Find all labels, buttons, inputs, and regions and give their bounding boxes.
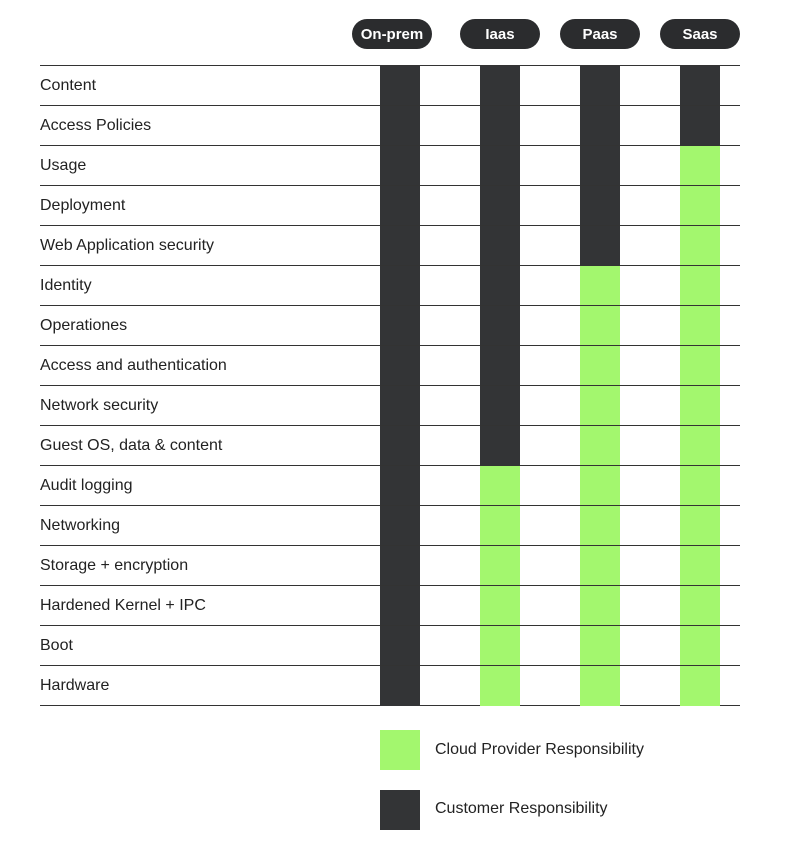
- cell-iaas-provider: [480, 626, 520, 666]
- cell-saas-customer: [680, 106, 720, 146]
- cell-on-prem-customer: [380, 66, 420, 106]
- cell-on-prem-customer: [380, 546, 420, 586]
- cell-iaas-customer: [480, 306, 520, 346]
- column-header-iaas: Iaas: [460, 19, 540, 49]
- table-row: [40, 265, 740, 305]
- cell-paas-provider: [580, 666, 620, 706]
- cell-paas-provider: [580, 546, 620, 586]
- row-label: Boot: [40, 637, 73, 654]
- table-row: [40, 65, 740, 105]
- cell-saas-provider: [680, 306, 720, 346]
- cell-on-prem-customer: [380, 346, 420, 386]
- cell-iaas-provider: [480, 546, 520, 586]
- row-label: Guest OS, data & content: [40, 437, 223, 454]
- cell-paas-customer: [580, 66, 620, 106]
- cell-saas-provider: [680, 226, 720, 266]
- table-row: [40, 545, 740, 585]
- table-row: [40, 625, 740, 665]
- row-label: Audit logging: [40, 477, 133, 494]
- column-header-paas: Paas: [560, 19, 640, 49]
- cell-iaas-customer: [480, 386, 520, 426]
- row-label: Access Policies: [40, 117, 152, 134]
- column-header-on-prem: On-prem: [352, 19, 432, 49]
- table-row: [40, 105, 740, 145]
- cell-iaas-customer: [480, 66, 520, 106]
- cell-paas-provider: [580, 426, 620, 466]
- cell-iaas-customer: [480, 106, 520, 146]
- cell-iaas-customer: [480, 266, 520, 306]
- table-row: [40, 305, 740, 345]
- cell-paas-provider: [580, 266, 620, 306]
- cell-paas-provider: [580, 586, 620, 626]
- cell-saas-provider: [680, 586, 720, 626]
- cell-iaas-customer: [480, 426, 520, 466]
- row-label: Access and authentication: [40, 357, 227, 374]
- row-label: Operationes: [40, 317, 128, 334]
- cell-iaas-customer: [480, 346, 520, 386]
- cell-iaas-provider: [480, 666, 520, 706]
- column-header-saas: Saas: [660, 19, 740, 49]
- row-label: Hardened Kernel + IPC: [40, 597, 206, 614]
- row-label: Storage + encryption: [40, 557, 189, 574]
- table-row: [40, 345, 740, 385]
- cell-saas-provider: [680, 186, 720, 226]
- cell-paas-provider: [580, 626, 620, 666]
- cell-paas-customer: [580, 226, 620, 266]
- cell-iaas-provider: [480, 466, 520, 506]
- cell-paas-provider: [580, 506, 620, 546]
- table-row: [40, 385, 740, 425]
- cell-on-prem-customer: [380, 266, 420, 306]
- cell-iaas-customer: [480, 146, 520, 186]
- cell-saas-provider: [680, 146, 720, 186]
- legend-swatch-customer: [380, 790, 420, 830]
- table-row: [40, 145, 740, 185]
- cell-paas-customer: [580, 146, 620, 186]
- cell-saas-provider: [680, 466, 720, 506]
- row-label: Networking: [40, 517, 121, 534]
- cell-saas-provider: [680, 426, 720, 466]
- cell-paas-customer: [580, 106, 620, 146]
- cell-saas-provider: [680, 266, 720, 306]
- cell-iaas-provider: [480, 586, 520, 626]
- cell-on-prem-customer: [380, 626, 420, 666]
- cell-paas-customer: [580, 186, 620, 226]
- cell-on-prem-customer: [380, 666, 420, 706]
- cell-saas-provider: [680, 386, 720, 426]
- cell-saas-provider: [680, 666, 720, 706]
- row-label: Hardware: [40, 677, 110, 694]
- row-label: Content: [40, 77, 97, 94]
- table-row: [40, 585, 740, 625]
- cell-on-prem-customer: [380, 506, 420, 546]
- cell-paas-provider: [580, 346, 620, 386]
- table-row: [40, 665, 740, 706]
- legend-swatch-provider: [380, 730, 420, 770]
- table-row: [40, 225, 740, 265]
- cell-on-prem-customer: [380, 186, 420, 226]
- legend-label-customer: Customer Responsibility: [435, 800, 608, 817]
- cell-iaas-provider: [480, 506, 520, 546]
- table-row: [40, 505, 740, 545]
- row-label: Deployment: [40, 197, 126, 214]
- cell-saas-customer: [680, 66, 720, 106]
- cell-saas-provider: [680, 506, 720, 546]
- cell-iaas-customer: [480, 226, 520, 266]
- cell-paas-provider: [580, 306, 620, 346]
- cell-on-prem-customer: [380, 586, 420, 626]
- cell-paas-provider: [580, 386, 620, 426]
- cell-saas-provider: [680, 546, 720, 586]
- cell-iaas-customer: [480, 186, 520, 226]
- cell-on-prem-customer: [380, 426, 420, 466]
- row-label: Web Application security: [40, 237, 215, 254]
- cell-on-prem-customer: [380, 466, 420, 506]
- cell-paas-provider: [580, 466, 620, 506]
- row-label: Usage: [40, 157, 87, 174]
- cell-on-prem-customer: [380, 146, 420, 186]
- table-row: [40, 465, 740, 505]
- cell-on-prem-customer: [380, 306, 420, 346]
- cell-on-prem-customer: [380, 226, 420, 266]
- table-row: [40, 185, 740, 225]
- cell-saas-provider: [680, 346, 720, 386]
- cell-on-prem-customer: [380, 106, 420, 146]
- cell-on-prem-customer: [380, 386, 420, 426]
- legend-label-provider: Cloud Provider Responsibility: [435, 741, 644, 758]
- cell-saas-provider: [680, 626, 720, 666]
- table-row: [40, 425, 740, 465]
- row-label: Network security: [40, 397, 159, 414]
- row-label: Identity: [40, 277, 92, 294]
